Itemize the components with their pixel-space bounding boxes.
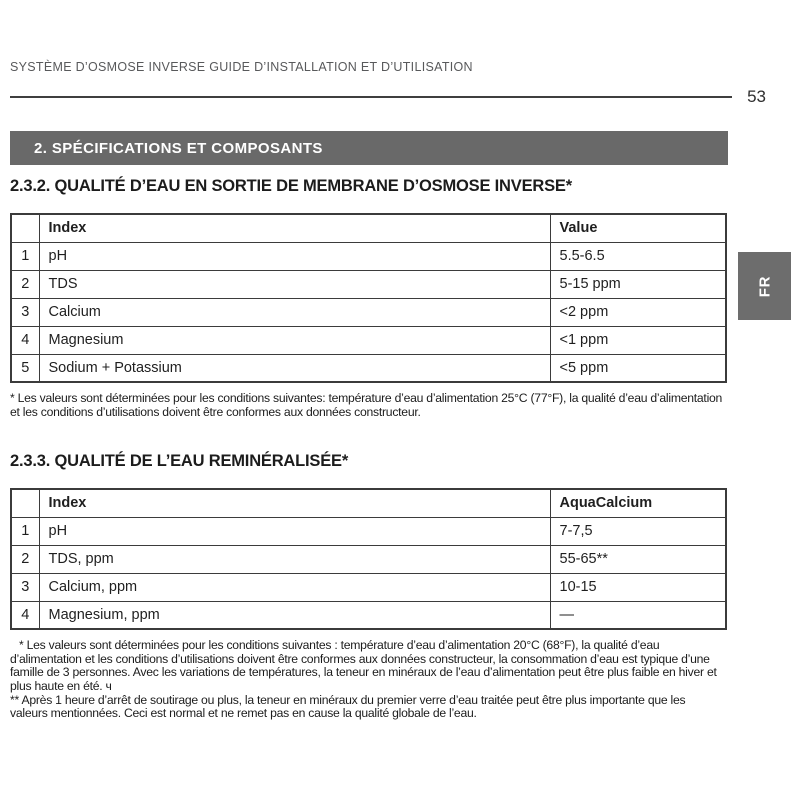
membrane-output-quality-table-container [10, 213, 728, 383]
language-tab-fr [738, 252, 791, 320]
value-cell: <2 ppm [550, 298, 726, 326]
row-number-cell: 2 [11, 545, 39, 573]
index-cell: pH [39, 517, 550, 545]
row-number-cell: 4 [11, 326, 39, 354]
table-row [11, 601, 726, 629]
table-header-cell: Index [39, 489, 550, 517]
footnote-membrane-conditions: * Les valeurs sont déterminées pour les conditions suivantes: température d’eau d’alimentation 25°C (77°F), la qualité d’eau d’alimentation et les conditions d’utilisations doivent être conformes aux données constructeur. [10, 391, 723, 419]
row-number-cell: 5 [11, 354, 39, 382]
index-cell: Sodium + Potassium [39, 354, 550, 382]
language-tab-label: FR [755, 275, 773, 297]
row-number-cell: 1 [11, 242, 39, 270]
table-row [11, 517, 726, 545]
row-number-cell: 3 [11, 573, 39, 601]
table-row [11, 270, 726, 298]
footnote-first-glass-minerals: ** Après 1 heure d’arrêt de soutirage ou plus, la teneur en minéraux du premier verre d’eau traitée peut être plus importante que les valeurs mentionnées. Ceci est normal et ne remet pas en cause la qualité globale de l’eau. [10, 692, 686, 721]
table-row [11, 545, 726, 573]
section-heading-membrane-output-quality: 2.3.2. QUALITÉ D’EAU EN SORTIE DE MEMBRANE D’OSMOSE INVERSE* [10, 177, 572, 195]
index-cell: Calcium, ppm [39, 573, 550, 601]
table-header-cell [11, 214, 39, 242]
table-row [11, 242, 726, 270]
value-cell: 5-15 ppm [550, 270, 726, 298]
spec-table [10, 488, 727, 630]
index-cell: TDS [39, 270, 550, 298]
row-number-cell: 3 [11, 298, 39, 326]
row-number-cell: 4 [11, 601, 39, 629]
value-cell: 7-7,5 [550, 517, 726, 545]
value-cell: 55-65** [550, 545, 726, 573]
index-cell: Magnesium, ppm [39, 601, 550, 629]
page-number: 53 [747, 87, 766, 106]
header-rule [10, 96, 732, 98]
table-row [11, 354, 726, 382]
index-cell: TDS, ppm [39, 545, 550, 573]
chapter-banner [10, 131, 728, 165]
table-row [11, 298, 726, 326]
spec-table [10, 213, 727, 383]
value-cell: 5.5-6.5 [550, 242, 726, 270]
index-cell: Magnesium [39, 326, 550, 354]
row-number-cell: 1 [11, 517, 39, 545]
value-cell: <5 ppm [550, 354, 726, 382]
header-rule-row [10, 87, 766, 107]
table-header-cell: Value [550, 214, 726, 242]
value-cell: — [550, 601, 726, 629]
value-cell: <1 ppm [550, 326, 726, 354]
document-header-title: SYSTÈME D’OSMOSE INVERSE GUIDE D’INSTALLATION ET D’UTILISATION [10, 60, 473, 74]
row-number-cell: 2 [11, 270, 39, 298]
index-cell: Calcium [39, 298, 550, 326]
section-heading-remineralized-water-quality: 2.3.3. QUALITÉ DE L’EAU REMINÉRALISÉE* [10, 452, 349, 471]
table-header-row [11, 214, 726, 242]
footnote-remineralized-conditions: * Les valeurs sont déterminées pour les conditions suivantes : température d’eau d’alimentation 20°C (68°F), la qualité d’eau d’alimentation et les conditions d’utilisations doivent être conformes aux données constructeur, la consommation d’eau est typique d’une famille de 3 personnes. Avec les variations de températures, la teneur en minéraux de l’eau d’alimentation peut être plus faible en hiver et plus haute en été. ч [10, 638, 717, 693]
remineralized-water-table-container [10, 488, 728, 630]
value-cell: 10-15 [550, 573, 726, 601]
table-header-cell: Index [39, 214, 550, 242]
table-header-row [11, 489, 726, 517]
table-row [11, 573, 726, 601]
table-row [11, 326, 726, 354]
index-cell: pH [39, 242, 550, 270]
table-header-cell [11, 489, 39, 517]
chapter-banner-label: 2. SPÉCIFICATIONS ET COMPOSANTS [34, 139, 323, 157]
table-header-cell: AquaCalcium [550, 489, 726, 517]
